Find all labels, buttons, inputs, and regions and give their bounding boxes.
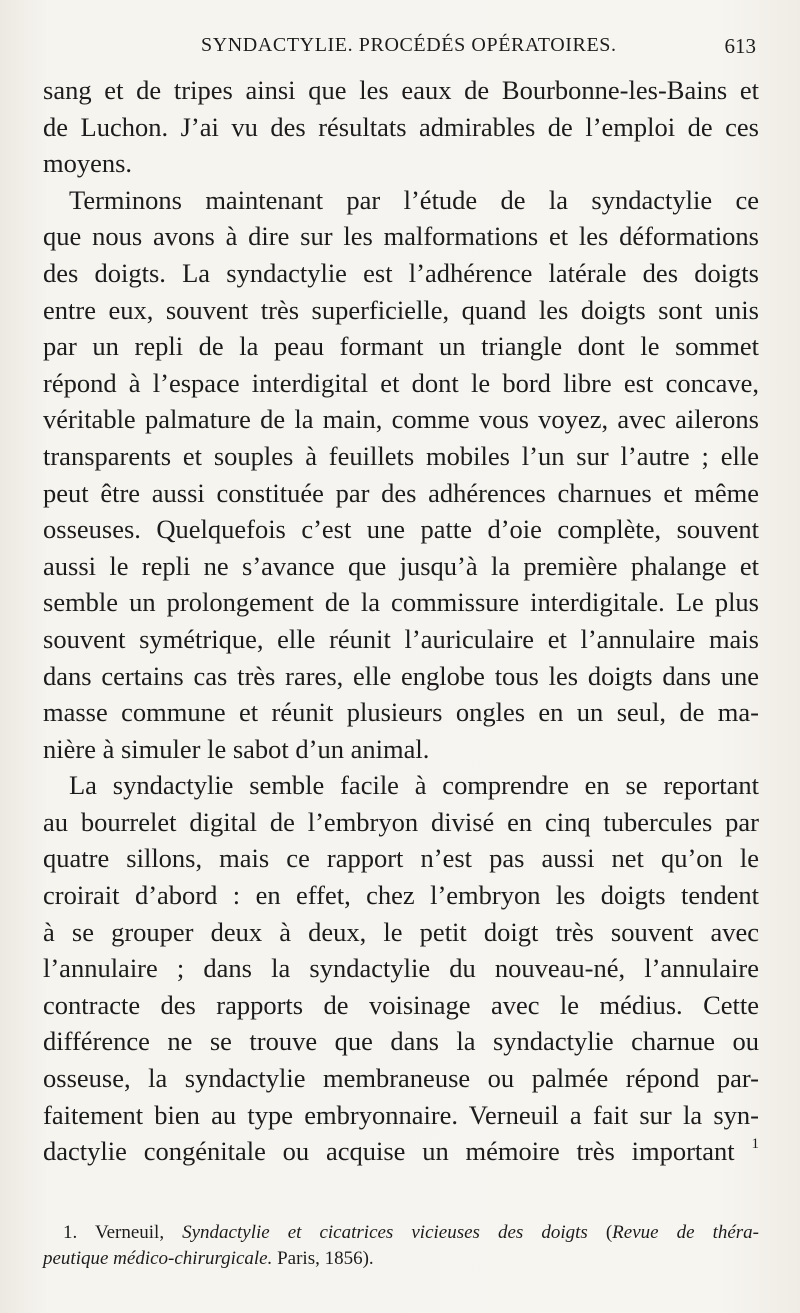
page-header bbox=[0, 34, 800, 62]
text-line: répond à l’espace interdigital et dont le bord libre est concave, bbox=[43, 367, 759, 398]
footnote-reference: 1 bbox=[751, 1136, 759, 1153]
text-line: des doigts. La syndactylie est l’adhérence latérale des doigts bbox=[43, 257, 759, 288]
text-line: osseuses. Quelquefois c’est une patte d’oie complète, souvent bbox=[43, 514, 759, 545]
text-line: que nous avons à dire sur les malformations et les déformations bbox=[43, 221, 759, 252]
text-line: Terminons maintenant par l’étude de la syndactylie ce bbox=[69, 184, 759, 215]
footnote-author: Verneuil, bbox=[94, 1222, 165, 1243]
footnote-journal: Revue de théra- bbox=[612, 1222, 760, 1243]
text-line: osseuse, la syndactylie membraneuse ou palmée répond par- bbox=[43, 1063, 759, 1094]
text-line: de Luchon. J’ai vu des résultats admirables de l’emploi de ces bbox=[43, 111, 759, 142]
text-line: contracte des rapports de voisinage avec le médius. Cette bbox=[43, 989, 759, 1020]
text-line-content: dactylie congénitale ou acquise un mémoire très important bbox=[43, 1136, 735, 1167]
footnote-line bbox=[43, 1246, 759, 1272]
footnote-journal-cont: peutique médico-chirurgicale. bbox=[43, 1248, 273, 1269]
footnote-tail: Paris, 1856). bbox=[277, 1248, 374, 1269]
text-line: semble un prolongement de la commissure interdigitale. Le plus bbox=[43, 587, 759, 618]
text-line: entre eux, souvent très superficielle, quand les doigts sont unis bbox=[43, 294, 759, 325]
footnote-line bbox=[43, 1220, 759, 1246]
page-number: 613 bbox=[724, 34, 756, 58]
text-line: véritable palmature de la main, comme vous voyez, avec ailerons bbox=[43, 404, 759, 435]
text-line: souvent symétrique, elle réunit l’auriculaire et l’annulaire mais bbox=[43, 623, 759, 654]
text-line: La syndactylie semble facile à comprendre en se reportant bbox=[69, 770, 759, 801]
text-line: sang et de tripes ainsi que les eaux de Bourbonne-les-Bains et bbox=[43, 75, 759, 105]
text-line: peut être aussi constituée par des adhérences charnues et même bbox=[43, 477, 759, 508]
text-line: masse commune et réunit plusieurs ongles en un seul, de ma- bbox=[43, 697, 759, 728]
text-line: faitement bien au type embryonnaire. Verneuil a fait sur la syn- bbox=[43, 1099, 759, 1130]
text-line: dans certains cas très rares, elle englobe tous les doigts dans une bbox=[43, 660, 759, 691]
text-line: à se grouper deux à deux, le petit doigt très souvent avec bbox=[43, 916, 759, 947]
text-line: transparents et souples à feuillets mobiles l’un sur l’autre ; elle bbox=[43, 440, 759, 471]
text-line: l’annulaire ; dans la syndactylie du nouveau-né, l’annulaire bbox=[43, 953, 759, 984]
text-line: moyens. bbox=[43, 148, 133, 179]
text-line: nière à simuler le sabot d’un animal. bbox=[43, 733, 430, 764]
footnote bbox=[43, 1220, 759, 1272]
text-line: par un repli de la peau formant un triangle dont le sommet bbox=[43, 331, 759, 362]
running-head: SYNDACTYLIE. PROCÉDÉS OPÉRATOIRES. bbox=[201, 34, 617, 56]
text-line: croirait d’abord : en effet, chez l’embryon les doigts tendent bbox=[43, 880, 759, 911]
footnote-paren: ( bbox=[605, 1222, 613, 1243]
text-line: aussi le repli ne s’avance que jusqu’à la première phalange et bbox=[43, 550, 759, 581]
text-line-with-note bbox=[43, 1133, 759, 1170]
text-line: différence ne se trouve que dans la syndactylie charnue ou bbox=[43, 1026, 759, 1057]
text-line: quatre sillons, mais ce rapport n’est pas aussi net qu’on le bbox=[43, 843, 759, 874]
footnote-title: Syndactylie et cicatrices vicieuses des doigts bbox=[182, 1222, 588, 1243]
body-text bbox=[43, 72, 759, 1170]
footnote-number: 1. bbox=[63, 1222, 78, 1243]
text-line: au bourrelet digital de l’embryon divisé en cinq tubercules par bbox=[43, 806, 759, 837]
